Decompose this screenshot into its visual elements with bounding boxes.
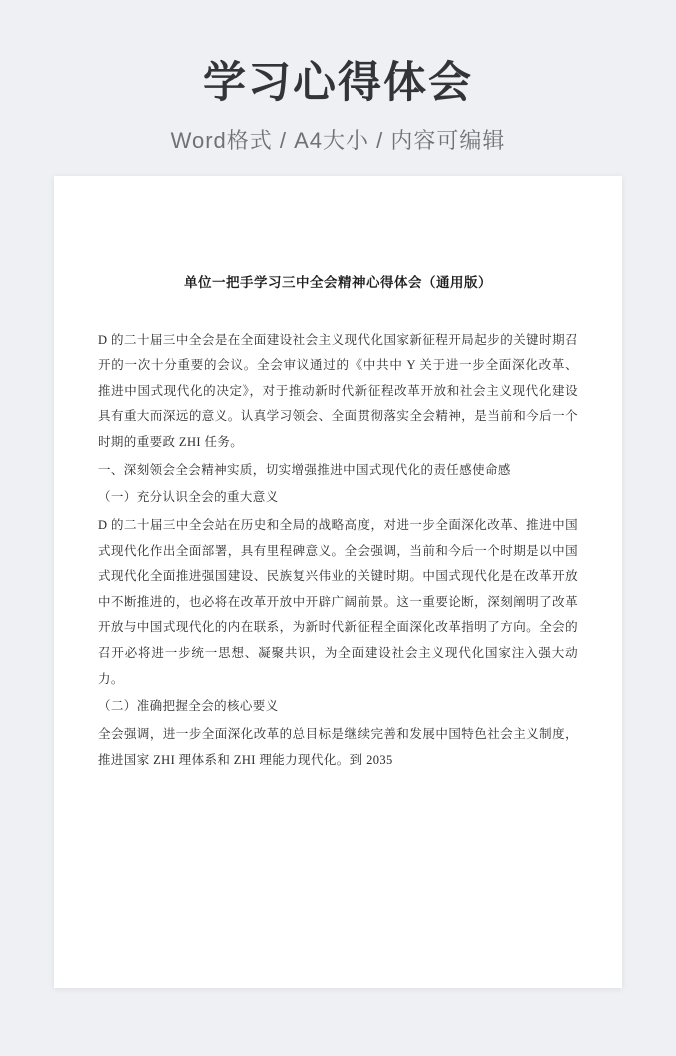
page-title: 学习心得体会: [203, 59, 473, 107]
document-paragraph: （一）充分认识全会的重大意义: [98, 490, 279, 505]
document-paragraph: D 的二十届三中全会站在历史和全局的战略高度，对进一步全面深化改革、推进中国式现代化作出全面部署，具有里程碑意义。全会强调，当前和今后一个时期是以中国式现代化全面推进强国建设、民族复兴伟业的关键时期。中国式现代化是在改革开放中不断推进的，也必将在改革开放中开辟广阔前景。这一重要论断，深刻阐明了改革开放与中国式现代化的内在联系，为新时代新征程全面深化改革指明了方向。全会的召开必将进一步统一思想、凝聚共识，为全面建设社会主义现代化国家注入强大动力。: [98, 517, 578, 686]
page-header: [0, 0, 676, 155]
document-paragraph: D 的二十届三中全会是在全面建设社会主义现代化国家新征程开局起步的关键时期召开的一次十分重要的会议。全会审议通过的《中共中 Y 关于进一步全面深化改革、推进中国式现代化的决定》，对于推动新时代新征程改革开放和社会主义现代化建设具有重大而深远的意义。认真学习领会、全面贯彻落实全会精神，是当前和今后一个时期的重要政 ZHI 任务。: [98, 332, 578, 450]
document-title: 单位一把手学习三中全会精神心得体会（通用版）: [184, 275, 492, 290]
document-content: [54, 176, 622, 835]
page-subtitle: Word格式 / A4大小 / 内容可编辑: [170, 127, 506, 153]
document-bottom-spacer: [98, 775, 578, 835]
document-paragraph: 全会强调，进一步全面深化改革的总目标是继续完善和发展中国特色社会主义制度，推进国家 ZHI 理体系和 ZHI 理能力现代化。到 2035: [98, 726, 578, 767]
document-paragraph: 一、深刻领会全会精神实质，切实增强推进中国式现代化的责任感使命感: [98, 462, 511, 477]
document-sheet: [54, 176, 622, 988]
document-paragraph: （二）准确把握全会的核心要义: [98, 699, 279, 714]
